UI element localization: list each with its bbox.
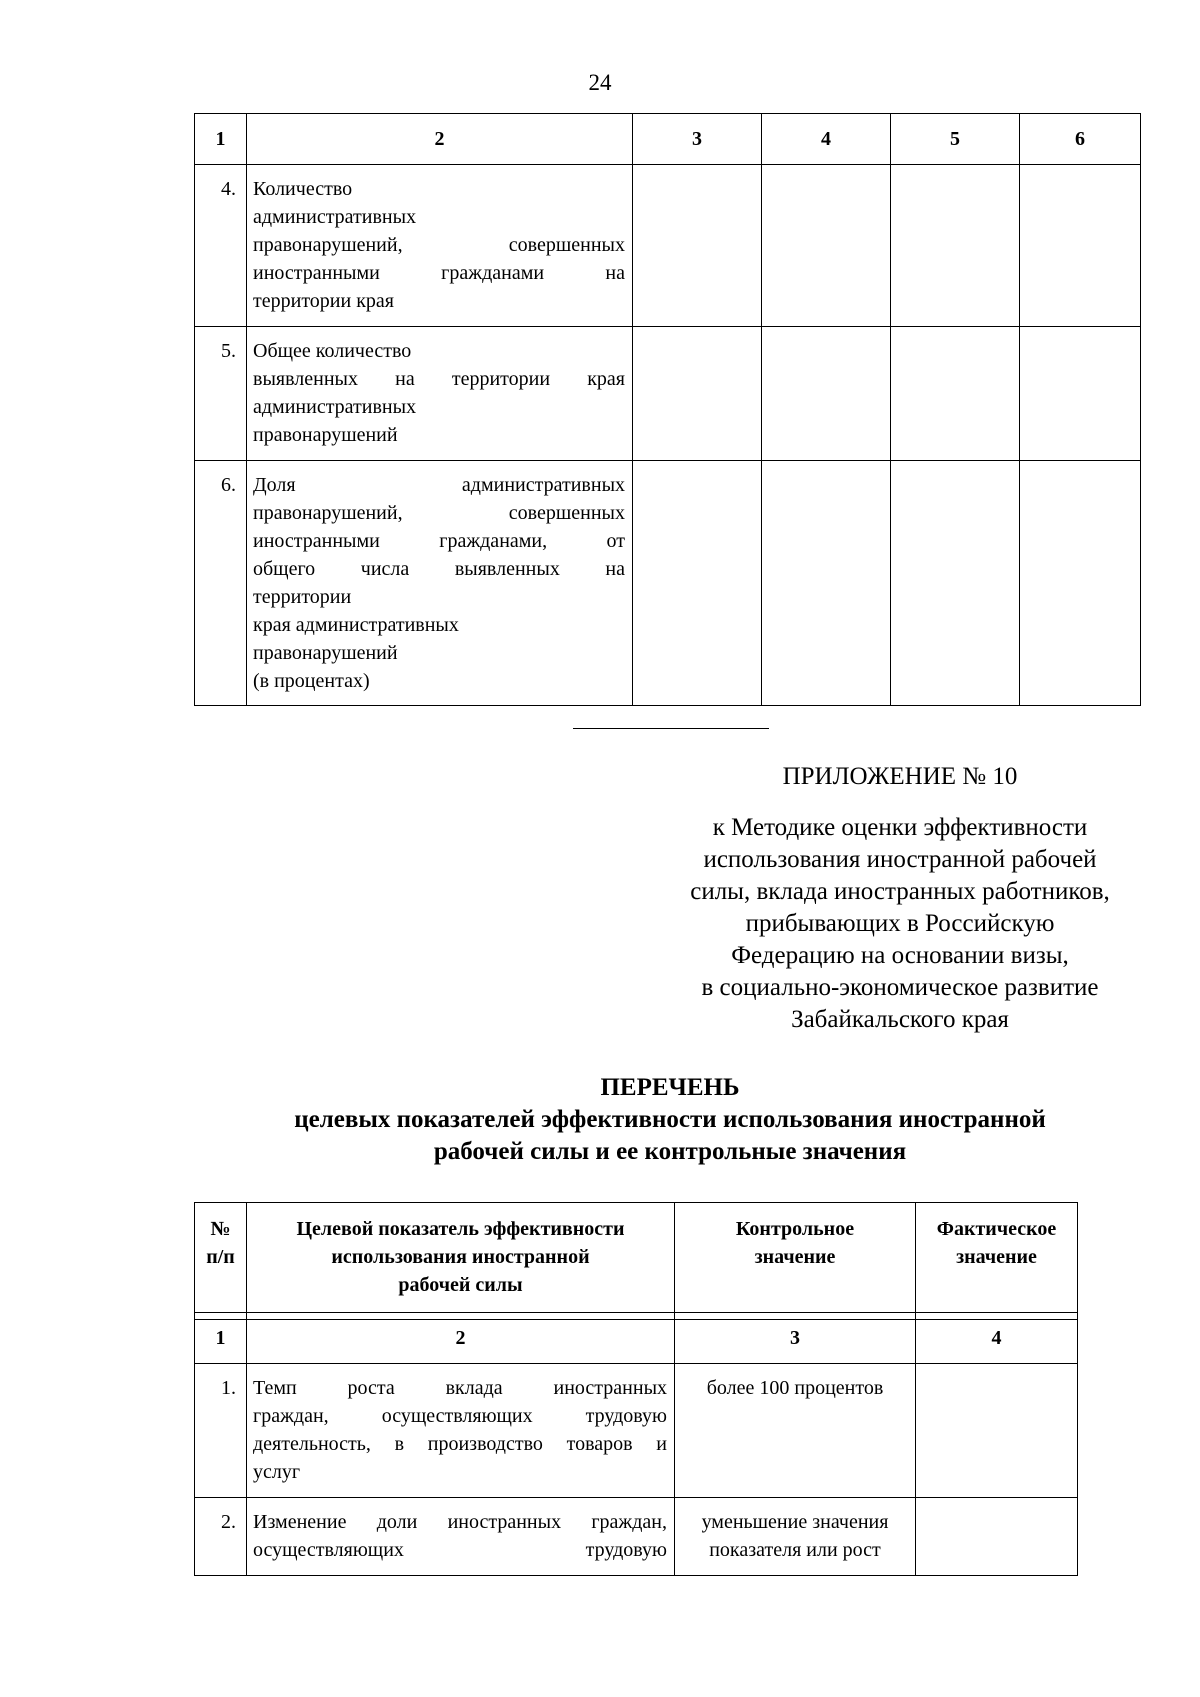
list-title-line: рабочей силы и ее контрольные значения [433, 1138, 907, 1165]
table2-numbering-row [195, 1313, 1078, 1364]
appendix-subtitle-line: Забайкальского края [791, 1006, 1009, 1033]
indicator-line: правонарушений [253, 642, 398, 664]
control-value [675, 1364, 916, 1498]
empty-cell [1020, 461, 1141, 706]
row-number: 1. [195, 1364, 247, 1498]
indicator-line: Общее количество [253, 340, 412, 362]
row-number: 4. [195, 165, 247, 327]
indicators-table-continued [194, 113, 1141, 706]
empty-cell [633, 165, 762, 327]
actual-value [916, 1498, 1078, 1576]
indicator-name [247, 1498, 675, 1576]
column-header-line: значение [754, 1246, 836, 1268]
indicator-line: правонарушений, совершенных [253, 234, 625, 256]
column-number-cell: 2 [247, 1313, 675, 1364]
page-number: 24 [588, 70, 612, 95]
indicator-line: края административных [253, 614, 459, 636]
column-header-indicator [247, 1203, 675, 1320]
indicator-line: Доля административных [253, 474, 625, 496]
empty-cell [891, 327, 1020, 461]
appendix-title: ПРИЛОЖЕНИЕ № 10 [782, 763, 1018, 790]
empty-cell [762, 461, 891, 706]
empty-cell [891, 461, 1020, 706]
section-divider [573, 728, 769, 729]
appendix-subtitle-line: использования иностранной рабочей [703, 846, 1097, 873]
appendix-subtitle [640, 812, 1160, 1036]
empty-cell [1020, 165, 1141, 327]
indicator-line: иностранными гражданами, от [253, 530, 625, 552]
appendix-subtitle-line: Федерацию на основании визы, [731, 942, 1069, 969]
empty-cell [891, 165, 1020, 327]
appendix-subtitle-line: силы, вклада иностранных работников, [690, 878, 1110, 905]
column-header-number [195, 1203, 247, 1320]
actual-value [916, 1364, 1078, 1498]
indicator-line: услуг [253, 1461, 301, 1483]
list-title-line: целевых показателей эффективности использования иностранной [294, 1106, 1046, 1133]
appendix-subtitle-line: к Методике оценки эффективности [712, 814, 1088, 841]
column-header-line: значение [956, 1246, 1037, 1268]
column-header-line: Контрольное [735, 1218, 855, 1240]
column-number-cell: 4 [916, 1313, 1078, 1364]
control-value [675, 1498, 916, 1576]
empty-cell [762, 165, 891, 327]
table1-header-cell: 1 [195, 114, 247, 165]
appendix-subtitle-line: в социально-экономическое развитие [701, 974, 1099, 1001]
row-number: 6. [195, 461, 247, 706]
indicator-line: административных [253, 396, 417, 418]
indicator-name [247, 165, 633, 327]
column-header-line: Фактическое [936, 1218, 1057, 1240]
control-value-line: показателя или рост [709, 1539, 881, 1561]
indicator-line: Изменение доли иностранных граждан, [253, 1511, 667, 1533]
indicator-line: территории края [253, 290, 394, 312]
indicator-line: общего числа выявленных на [253, 558, 625, 580]
column-number-cell: 3 [675, 1313, 916, 1364]
table1-row [195, 461, 1141, 706]
indicator-line: правонарушений, совершенных [253, 502, 625, 524]
indicator-line: Количество [253, 178, 353, 200]
table2-row [195, 1498, 1078, 1576]
table1-header-cell: 4 [762, 114, 891, 165]
row-number: 2. [195, 1498, 247, 1576]
column-header-actual [916, 1203, 1078, 1320]
table2-row [195, 1364, 1078, 1498]
indicator-name [247, 327, 633, 461]
indicator-line: административных [253, 206, 417, 228]
column-header-line: использования иностранной [331, 1246, 590, 1268]
indicator-line: территории [253, 586, 352, 608]
row-number: 5. [195, 327, 247, 461]
empty-cell [633, 327, 762, 461]
table1-row [195, 165, 1141, 327]
empty-cell [633, 461, 762, 706]
empty-cell [1020, 327, 1141, 461]
list-title [0, 1072, 1200, 1168]
column-header-line: п/п [206, 1246, 235, 1268]
indicator-line: Темп роста вклада иностранных [253, 1377, 667, 1399]
table1-header-cell: 5 [891, 114, 1020, 165]
column-header-line: № [210, 1218, 231, 1240]
list-heading: ПЕРЕЧЕНЬ [600, 1074, 740, 1101]
column-header-line: рабочей силы [398, 1274, 523, 1296]
target-indicators-table [194, 1312, 1078, 1576]
indicator-line: осуществляющих трудовую [253, 1539, 667, 1561]
indicator-line: иностранными гражданами на [253, 262, 625, 284]
indicator-line: деятельность, в производство товаров и [253, 1433, 667, 1455]
column-number-cell: 1 [195, 1313, 247, 1364]
table1-row [195, 327, 1141, 461]
table2-header-row [195, 1203, 1078, 1320]
table1-header-cell: 3 [633, 114, 762, 165]
column-header-line: Целевой показатель эффективности [296, 1218, 625, 1240]
indicator-name [247, 1364, 675, 1498]
empty-cell [762, 327, 891, 461]
control-value-line: более 100 процентов [706, 1377, 884, 1399]
indicator-line: правонарушений [253, 424, 398, 446]
table1-header-cell: 2 [247, 114, 633, 165]
target-indicators-table-header [194, 1202, 1078, 1320]
indicator-line: граждан, осуществляющих трудовую [253, 1405, 667, 1427]
indicator-line: (в процентах) [253, 670, 370, 692]
table1-header-row [195, 114, 1141, 165]
appendix-subtitle-line: прибывающих в Российскую [745, 910, 1055, 937]
column-header-control [675, 1203, 916, 1320]
indicator-line: выявленных на территории края [253, 368, 625, 390]
control-value-line: уменьшение значения [701, 1511, 889, 1533]
table1-header-cell: 6 [1020, 114, 1141, 165]
indicator-name [247, 461, 633, 706]
